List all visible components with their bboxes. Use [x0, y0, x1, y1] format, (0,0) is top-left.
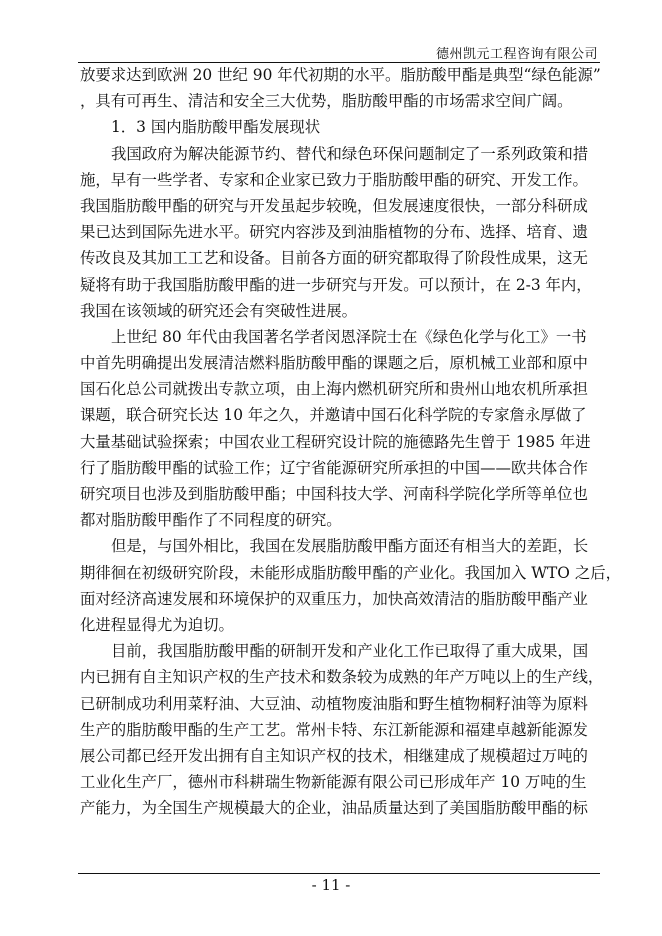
- text-line: 上世纪 80 年代由我国著名学者闵恩泽院士在《绿色化学与化工》一书: [111, 327, 587, 346]
- footer-divider: [78, 873, 600, 874]
- text-line: 研究项目也涉及到脂肪酸甲酯；中国科技大学、河南科学院化学所等单位也: [80, 485, 588, 503]
- text-line: 产能力，为全国生产规模最大的企业，油品质量达到了美国脂肪酸甲酯的标: [80, 799, 588, 818]
- text-line: 生产的脂肪酸甲酯的生产工艺。常州卡特、东江新能源和福建卓越新能源发: [80, 720, 588, 739]
- body-text: [80, 62, 621, 821]
- text-line: 目前，我国脂肪酸甲酯的研制开发和产业化工作已取得了重大成果，国: [111, 642, 589, 661]
- page-number: - 11 -: [311, 876, 351, 894]
- text-line: 疑将有助于我国脂肪酸甲酯的进一步研究与开发。可以预计，在 2-3 年内，: [80, 275, 592, 294]
- text-line: 已研制成功利用菜籽油、大豆油、动植物废油脂和野生植物桐籽油等为原料: [80, 694, 588, 713]
- text-line: 内已拥有自主知识产权的生产技术和数条较为成熟的年产万吨以上的生产线，: [80, 668, 604, 687]
- text-line: 面对经济高速发展和环境保护的双重压力，加快高效清洁的脂肪酸甲酯产业: [80, 589, 588, 608]
- text-line: ，具有可再生、清洁和安全三大优势，脂肪酸甲酯的市场需求空间广阔。: [80, 92, 573, 111]
- text-line: 课题，联合研究长达 10 年之久，并邀请中国石化科学院的专家詹永厚做了: [80, 406, 587, 425]
- company-name: 德州凯元工程咨询有限公司: [435, 47, 598, 62]
- text-line: 都对脂肪酸甲酯作了不同程度的研究。: [80, 511, 342, 530]
- text-line: 期徘徊在初级研究阶段，未能形成脂肪酸甲酯的产业化。我国加入 WTO 之后，: [80, 563, 621, 582]
- text-line: 我国在该领域的研究还会有突破性进展。: [80, 301, 358, 320]
- text-line: 国石化总公司就拨出专款立项，由上海内燃机研究所和贵州山地农机所承担: [80, 380, 588, 399]
- text-line: 我国脂肪酸甲酯的研究与开发虽起步较晚，但发展速度很快，一部分科研成: [80, 196, 588, 215]
- text-line: 传改良及其加工工艺和设备。目前各方面的研究都取得了阶段性成果，这无: [80, 249, 588, 268]
- text-line: 放要求达到欧洲 20 世纪 90 年代初期的水平。脂肪酸甲酯是典型“绿色能源”: [80, 66, 601, 84]
- page-header: [78, 40, 600, 63]
- text-line: 1．3 国内脂肪酸甲酯发展现状: [111, 118, 321, 137]
- text-line: 中首先明确提出发展清洁燃料脂肪酸甲酯的课题之后，原机械工业部和原中: [80, 354, 588, 373]
- text-line: 工业化生产厂，德州市科耕瑞生物新能源有限公司已形成年产 10 万吨的生: [80, 773, 587, 792]
- text-line: 施，早有一些学者、专家和企业家已致力于脂肪酸甲酯的研究、开发工作。: [80, 170, 588, 189]
- text-line: 行了脂肪酸甲酯的试验工作；辽宁省能源研究所承担的中国——欧共体合作: [80, 458, 588, 477]
- text-line: 果已达到国际先进水平。研究内容涉及到油脂植物的分布、选择、培育、遗: [80, 223, 588, 242]
- text-line: 但是，与国外相比，我国在发展脂肪酸甲酯方面还有相当大的差距，长: [111, 537, 589, 556]
- text-line: 大量基础试验探索；中国农业工程研究设计院的施德路先生曾于 1985 年进: [80, 432, 591, 451]
- text-line: 展公司都已经开发出拥有自主知识产权的技术，相继建成了规模超过万吨的: [80, 746, 588, 765]
- text-line: 我国政府为解决能源节约、替代和绿色环保问题制定了一系列政策和措: [111, 144, 589, 163]
- text-line: 化进程显得尤为迫切。: [80, 615, 234, 634]
